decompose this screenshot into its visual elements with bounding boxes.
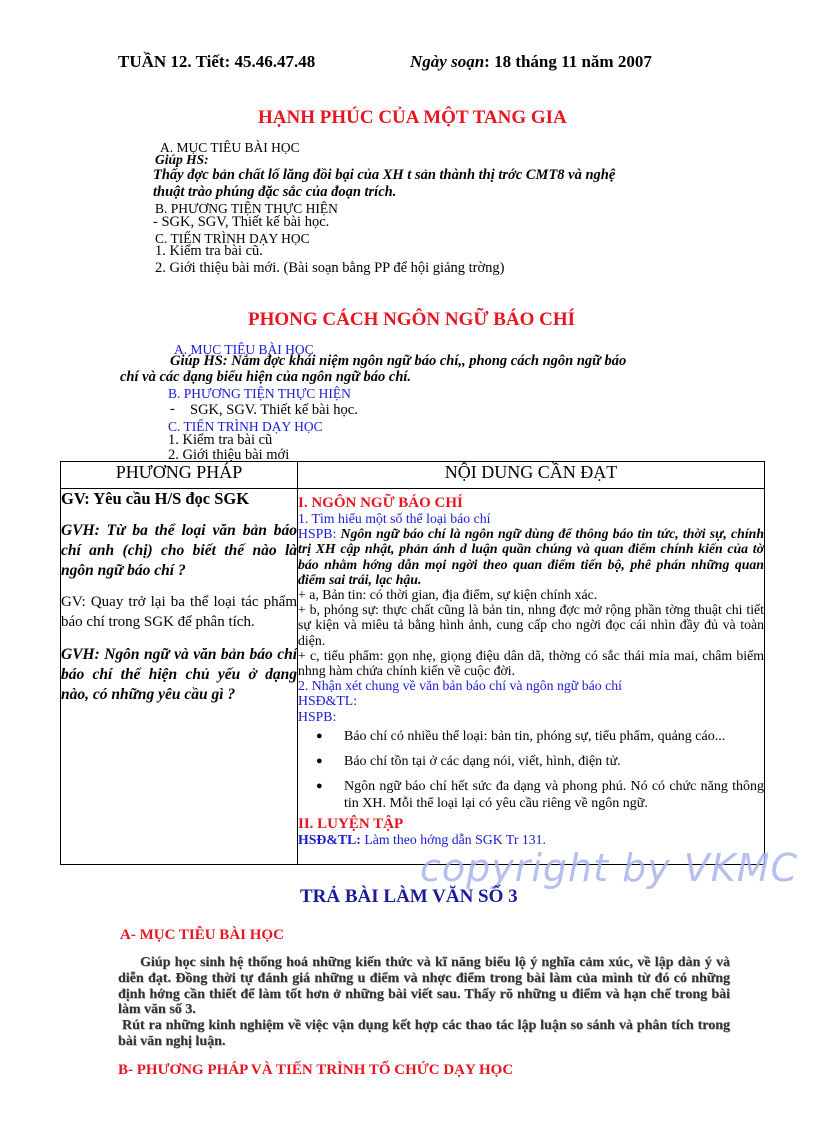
hspb2-label: HSPB: [298, 708, 337, 724]
subsection-2: 2. Nhận xét chung về văn bản báo chí và ngôn ngữ báo chí [298, 678, 622, 694]
lesson1-title: HẠNH PHÚC CỦA MỘT TANG GIA [258, 107, 567, 128]
lesson2-b-heading: B. PHƯƠNG TIỆN THỰC HIỆN [168, 386, 351, 401]
prep-date [410, 52, 652, 72]
list-item: ● Báo chí tồn tại ở các dạng nói, viết, hình, điện tử. [298, 753, 764, 770]
hspb-label: HSPB: [298, 526, 337, 542]
genre-sketch: + c, tiểu phẩm: gọn nhẹ, giọng điệu dân dã, thờng có sắc thái mỉa mai, châm biếm nhng hàm chứa chính kiến về cuộc đời. [298, 647, 764, 679]
lesson1-goal-line1: Thấy đợc bản chất lố lăng đồi bại của XH t sản thành thị trớc CMT8 và nghệ [153, 167, 616, 183]
lesson2-goal-line2: chí và các dạng biểu hiện của ngôn ngữ báo chí. [120, 369, 412, 385]
lesson3-b-heading: B- PHƯƠNG PHÁP VÀ TIẾN TRÌNH TỔ CHỨC DẠY HỌC [118, 1062, 514, 1078]
lesson3-objectives [118, 955, 730, 1050]
prep-date-label: Ngày soạn [410, 52, 485, 71]
copyright-watermark: copyright by VKMC [420, 846, 799, 890]
lesson2-c-heading: C. TIẾN TRÌNH DẠY HỌC [168, 419, 323, 434]
summary-list [298, 728, 764, 812]
definition-text: Ngôn ngữ báo chí là ngôn ngữ dùng để thông báo tin tức, thời sự, chính trị XH cập nhật, phản ánh d luận quần chúng và quan điểm chính kiến của tờ báo nhằm hớng dẫn mọi ngời theo quan điểm tiến bộ, phê phán những quan điểm sai trái, lạc hậu. [298, 526, 764, 587]
lesson1-a-heading: A. MỤC TIÊU BÀI HỌC [160, 140, 300, 155]
subsection-1: 1. Tìm hiểu một số thể loại báo chí [298, 511, 491, 526]
lesson3-a-heading: A- MỤC TIÊU BÀI HỌC [120, 927, 284, 943]
section-1-heading: I. NGÔN NGỮ BÁO CHÍ [298, 495, 463, 511]
teacher-instruction: GV: Yêu cầu H/S đọc SGK [61, 489, 250, 508]
hspb-definition [298, 526, 764, 587]
content-column-header: NỘI DUNG CẦN ĐẠT [298, 462, 765, 489]
practice-line [298, 832, 764, 847]
practice-label: HSĐ&TL: [298, 831, 361, 847]
lesson1-help: Giúp HS: [155, 152, 209, 167]
lesson2-c-item1: 1. Kiểm tra bài cũ [168, 432, 273, 448]
lesson1-c-item1: 1. Kiểm tra bài cũ. [155, 243, 263, 259]
lesson2-title: PHONG CÁCH NGÔN NGỮ BÁO CHÍ [248, 309, 576, 330]
lesson1-c-item2: 2. Giới thiệu bài mới. (Bài soạn bằng PP để hội giảng trờng) [155, 260, 505, 276]
objective-paragraph-2: Rút ra những kinh nghiệm về việc vận dụng kết hợp các thao tác lập luận so sánh và phân tích trong bài văn nghị luận. [118, 1018, 730, 1049]
list-item: ● Ngôn ngữ báo chí hết sức đa dạng và phong phú. Nó có chức năng thông tin XH. Mỗi thể loại lại có yêu cầu riêng về ngôn ngữ. [298, 778, 764, 812]
hsdtl-label: HSĐ&TL: [298, 693, 358, 709]
teacher-question-1: GVH: Từ ba thể loại văn bản báo chí anh (chị) cho biết thế nào là ngôn ngữ báo chí ? [61, 522, 297, 579]
teacher-note: GV: Quay trở lại ba thể loại tác phẩm báo chí trong SGK để phân tích. [61, 594, 297, 630]
practice-text: Làm theo hớng dẫn SGK Tr 131. [360, 831, 547, 847]
section-2-heading: II. LUYỆN TẬP [298, 815, 404, 832]
objective-paragraph-1: Giúp học sinh hệ thống hoá những kiến thức và kĩ năng biểu lộ ý nghĩa cảm xúc, về lập dàn ý và diễn đạt. Đồng thời tự đánh giá những u điểm và nhợc điểm trong bài làm của mình từ đó có những định hớng cần thiết để làm tốt hơn ở những bài viết sau. Thấy rõ những u điểm và hạn chế trong bài làm văn số 3. [118, 955, 730, 1018]
lesson3-title: TRẢ BÀI LÀM VĂN SỐ 3 [300, 886, 518, 907]
teacher-question-2: GVH: Ngôn ngữ và văn bản báo chí báo chí thể hiện chủ yếu ở dạng nào, có những yêu cầu gì ? [61, 646, 297, 703]
lesson1-b-item: - SGK, SGV, Thiết kế bài học. [153, 214, 330, 230]
method-cell [61, 489, 298, 865]
week-period: TUẦN 12. Tiết: 45.46.47.48 [118, 52, 316, 71]
lesson1-c-heading: C. TIẾN TRÌNH DẠY HỌC [155, 231, 310, 246]
content-cell [298, 489, 765, 865]
prep-date-value: : 18 tháng 11 năm 2007 [484, 52, 652, 71]
lesson-table [60, 461, 765, 865]
list-item: ● Báo chí có nhiều thể loại: bản tin, phóng sự, tiểu phẩm, quảng cáo... [298, 728, 764, 745]
genre-report: + b, phóng sự: thực chất cũng là bản tin, nhng đợc mở rộng phần tờng thuật chi tiết sự kiện và miêu tả bằng hình ảnh, cung cấp cho ngời đọc cái nhìn đầy đủ và toàn diện. [298, 602, 764, 648]
lesson2-b-dash: - [170, 401, 175, 417]
method-column-header: PHƯƠNG PHÁP [61, 462, 298, 489]
lesson2-a-heading: A. MỤC TIÊU BÀI HỌC [174, 342, 314, 357]
lesson1-b-heading: B. PHƯƠNG TIỆN THỰC HIỆN [155, 201, 338, 216]
lesson2-b-item: SGK, SGV. Thiết kế bài học. [190, 402, 358, 418]
lesson2-c-item2: 2. Giới thiệu bài mới [168, 447, 290, 461]
lesson2-goal-line1: Giúp HS: Nắm đợc khái niệm ngôn ngữ báo chí,, phong cách ngôn ngữ báo [170, 353, 627, 369]
genre-news: + a, Bản tin: có thời gian, địa điểm, sự kiện chính xác. [298, 587, 598, 603]
lesson1-goal-line2: thuật trào phúng đặc sắc của đoạn trích. [153, 184, 397, 200]
